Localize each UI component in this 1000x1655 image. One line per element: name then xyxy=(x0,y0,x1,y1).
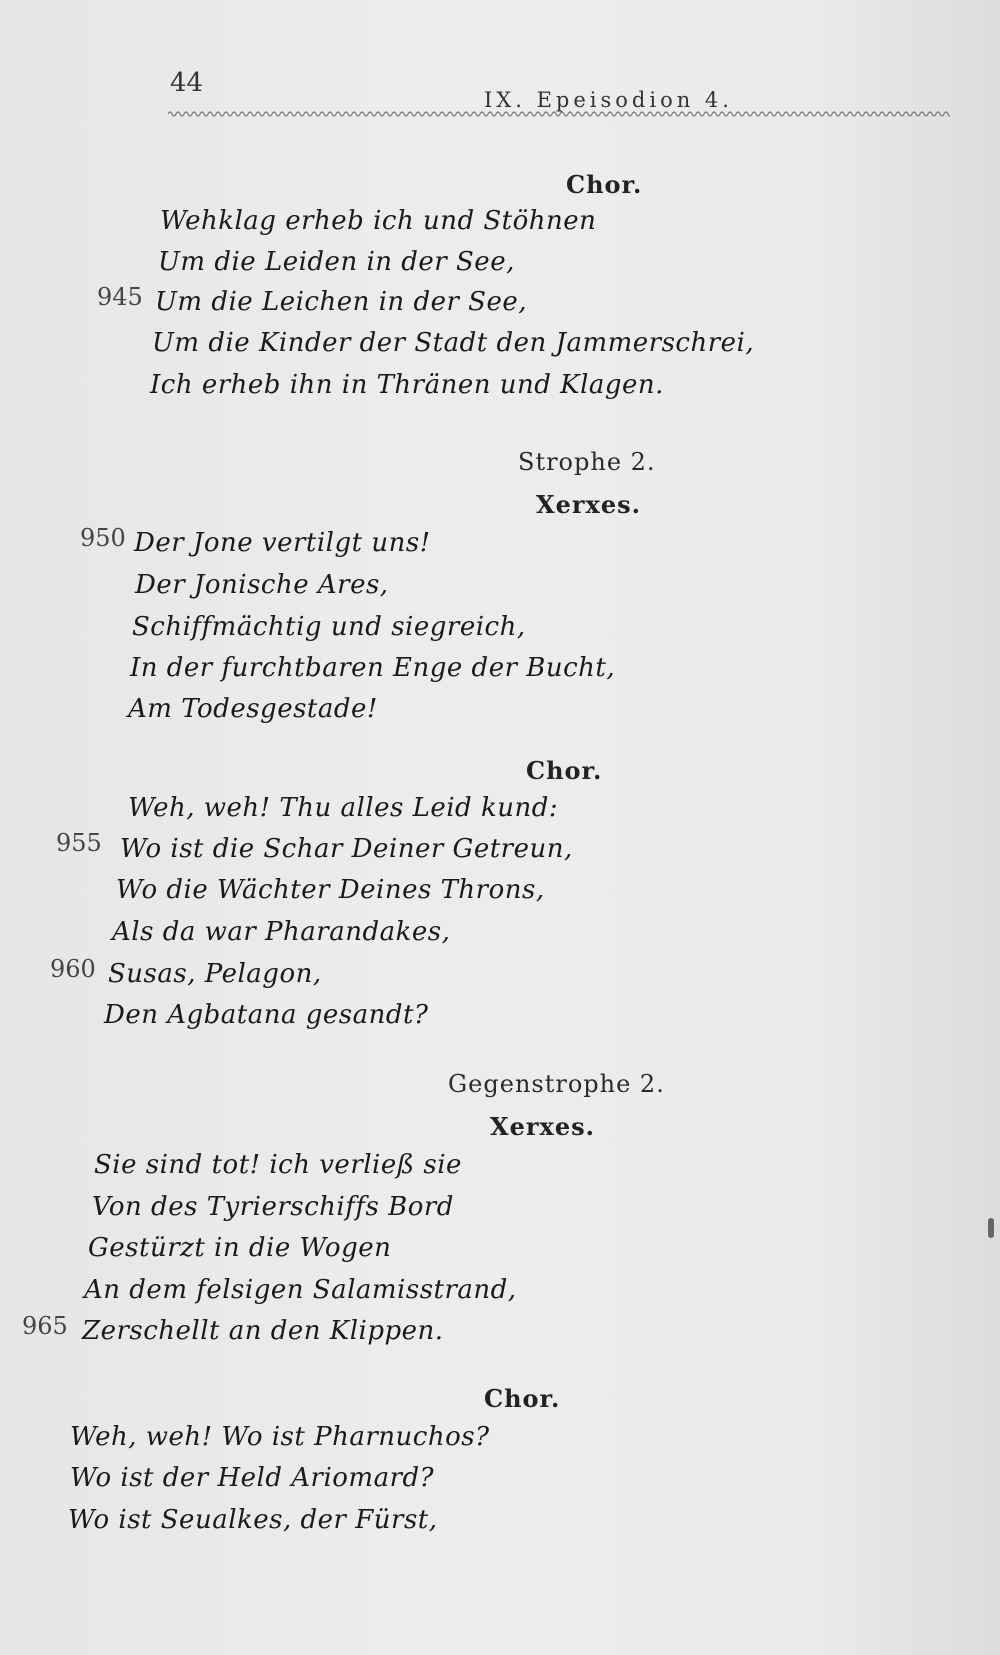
heading-strophe: Strophe 2. xyxy=(518,448,656,476)
heading-gegenstrophe: Gegenstrophe 2. xyxy=(448,1070,665,1098)
line-number: 950 xyxy=(80,524,126,552)
verse-line: Wehklag erheb ich und Stöhnen xyxy=(160,206,597,236)
speaker-xerxes: Xerxes. xyxy=(536,490,641,519)
speaker-xerxes: Xerxes. xyxy=(490,1112,595,1141)
verse-line: Ich erheb ihn in Thränen und Klagen. xyxy=(150,370,664,400)
line-number: 955 xyxy=(56,829,102,857)
verse-line: Wo die Wächter Deines Throns, xyxy=(116,875,545,905)
verse-line: Weh, weh! Wo ist Pharnuchos? xyxy=(70,1422,490,1452)
verse-line: In der furchtbaren Enge der Bucht, xyxy=(130,653,616,683)
speaker-chor: Chor. xyxy=(484,1384,561,1413)
verse-line: Der Jone vertilgt uns! xyxy=(134,528,431,558)
verse-line: Zerschellt an den Klippen. xyxy=(82,1316,444,1346)
page-edge-mark xyxy=(988,1218,994,1238)
speaker-chor: Chor. xyxy=(566,170,643,199)
page-number: 44 xyxy=(170,68,204,98)
verse-line: Um die Leichen in der See, xyxy=(155,287,528,317)
wavy-rule xyxy=(168,108,950,120)
verse-line: Wo ist der Held Ariomard? xyxy=(70,1463,435,1493)
verse-line: Gestürzt in die Wogen xyxy=(88,1233,392,1263)
verse-line: Weh, weh! Thu alles Leid kund: xyxy=(128,793,559,823)
line-number: 945 xyxy=(97,283,143,311)
verse-line: Um die Leiden in der See, xyxy=(158,247,515,277)
verse-line: An dem felsigen Salamisstrand, xyxy=(84,1275,517,1305)
line-number: 960 xyxy=(50,955,96,983)
verse-line: Den Agbatana gesandt? xyxy=(104,1000,429,1030)
verse-line: Wo ist Seualkes, der Fürst, xyxy=(68,1505,438,1535)
running-title: IX. Epeisodion 4. xyxy=(484,88,733,112)
verse-line: Um die Kinder der Stadt den Jammerschrei, xyxy=(152,328,755,358)
verse-line: Schiffmächtig und siegreich, xyxy=(132,612,526,642)
verse-line: Von des Tyrierschiffs Bord xyxy=(92,1192,454,1222)
verse-line: Wo ist die Schar Deiner Getreun, xyxy=(120,834,573,864)
speaker-chor: Chor. xyxy=(526,756,603,785)
verse-line: Am Todesgestade! xyxy=(128,694,378,724)
verse-line: Als da war Pharandakes, xyxy=(112,917,451,947)
line-number: 965 xyxy=(22,1312,68,1340)
verse-line: Susas, Pelagon, xyxy=(108,959,322,989)
verse-line: Der Jonische Ares, xyxy=(135,570,389,600)
verse-line: Sie sind tot! ich verließ sie xyxy=(94,1150,462,1180)
